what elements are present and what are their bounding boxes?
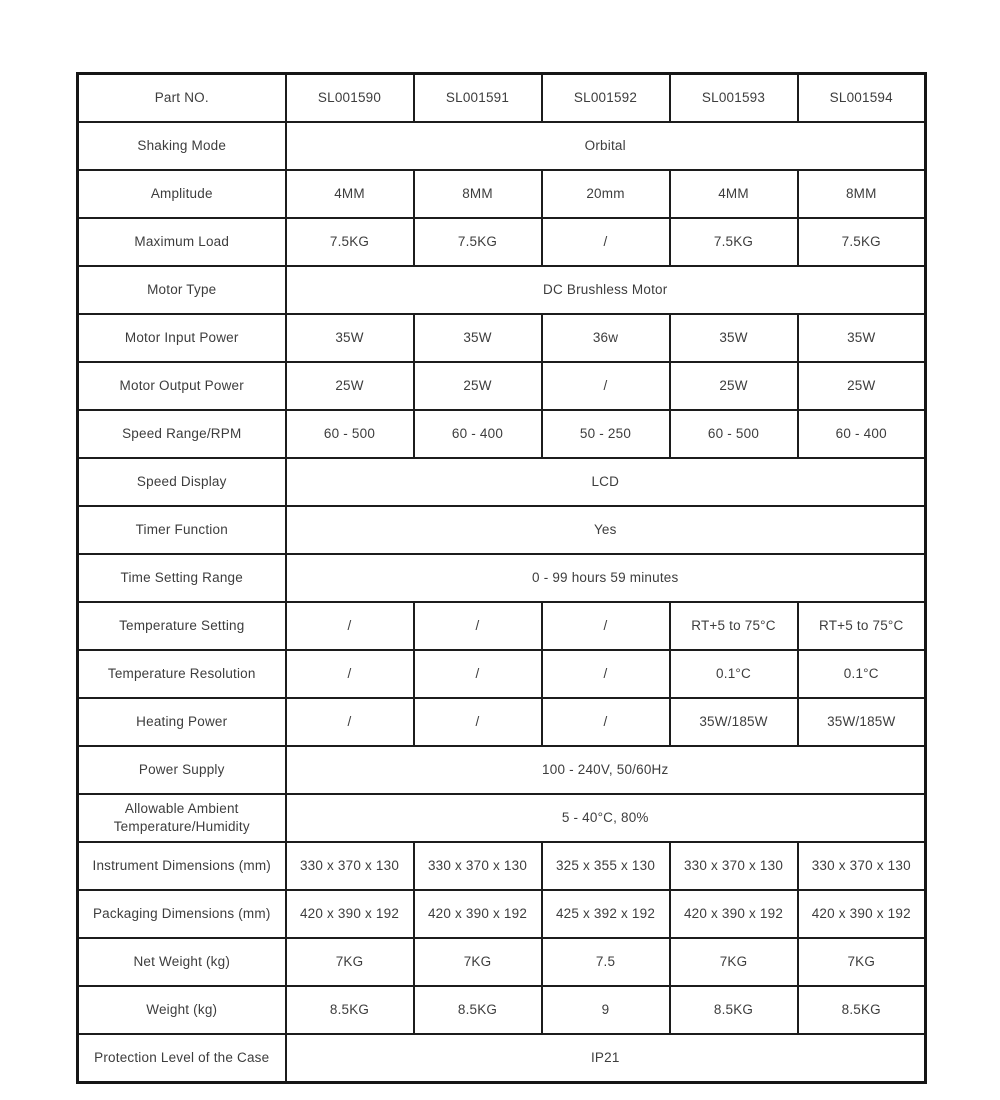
table-row bbox=[78, 1034, 926, 1083]
table-row bbox=[78, 842, 926, 890]
value-cell: 330 x 370 x 130 bbox=[286, 842, 414, 890]
row-label: Speed Range/RPM bbox=[78, 410, 286, 458]
value-cell: SL001594 bbox=[798, 74, 926, 123]
value-cell: 20mm bbox=[542, 170, 670, 218]
table-row bbox=[78, 362, 926, 410]
value-cell: 25W bbox=[286, 362, 414, 410]
value-cell: 35W bbox=[670, 314, 798, 362]
value-cell: SL001593 bbox=[670, 74, 798, 123]
value-cell: 35W/185W bbox=[670, 698, 798, 746]
value-cell: 8MM bbox=[798, 170, 926, 218]
merged-value-cell: DC Brushless Motor bbox=[286, 266, 926, 314]
merged-value-cell: LCD bbox=[286, 458, 926, 506]
value-cell: SL001590 bbox=[286, 74, 414, 123]
table-row bbox=[78, 698, 926, 746]
value-cell: 7.5KG bbox=[670, 218, 798, 266]
merged-value-cell: 5 - 40°C, 80% bbox=[286, 794, 926, 842]
row-label: Speed Display bbox=[78, 458, 286, 506]
value-cell: / bbox=[286, 698, 414, 746]
value-cell: 7KG bbox=[414, 938, 542, 986]
value-cell: 7.5 bbox=[542, 938, 670, 986]
value-cell: 420 x 390 x 192 bbox=[670, 890, 798, 938]
value-cell: 420 x 390 x 192 bbox=[286, 890, 414, 938]
value-cell: 8.5KG bbox=[670, 986, 798, 1034]
row-label: Part NO. bbox=[78, 74, 286, 123]
table-row bbox=[78, 602, 926, 650]
value-cell: / bbox=[286, 650, 414, 698]
table-row bbox=[78, 746, 926, 794]
value-cell: / bbox=[542, 602, 670, 650]
spec-sheet bbox=[76, 72, 924, 1084]
value-cell: / bbox=[542, 218, 670, 266]
table-row bbox=[78, 74, 926, 123]
value-cell: 7.5KG bbox=[414, 218, 542, 266]
value-cell: 7KG bbox=[286, 938, 414, 986]
value-cell: 8.5KG bbox=[414, 986, 542, 1034]
value-cell: 7KG bbox=[670, 938, 798, 986]
table-row bbox=[78, 938, 926, 986]
value-cell: / bbox=[542, 362, 670, 410]
value-cell: 35W bbox=[414, 314, 542, 362]
value-cell: 8.5KG bbox=[798, 986, 926, 1034]
row-label: Protection Level of the Case bbox=[78, 1034, 286, 1083]
row-label: Motor Output Power bbox=[78, 362, 286, 410]
row-label: Timer Function bbox=[78, 506, 286, 554]
table-row bbox=[78, 314, 926, 362]
table-row bbox=[78, 794, 926, 842]
table-row bbox=[78, 506, 926, 554]
table-row bbox=[78, 218, 926, 266]
value-cell: 60 - 400 bbox=[414, 410, 542, 458]
row-label: Temperature Resolution bbox=[78, 650, 286, 698]
table-row bbox=[78, 650, 926, 698]
row-label: Packaging Dimensions (mm) bbox=[78, 890, 286, 938]
table-row bbox=[78, 410, 926, 458]
merged-value-cell: 0 - 99 hours 59 minutes bbox=[286, 554, 926, 602]
value-cell: 420 x 390 x 192 bbox=[798, 890, 926, 938]
value-cell: / bbox=[414, 602, 542, 650]
value-cell: 9 bbox=[542, 986, 670, 1034]
value-cell: 35W/185W bbox=[798, 698, 926, 746]
value-cell: 4MM bbox=[670, 170, 798, 218]
row-label: Time Setting Range bbox=[78, 554, 286, 602]
table-row bbox=[78, 122, 926, 170]
table-row bbox=[78, 458, 926, 506]
spec-table bbox=[76, 72, 927, 1084]
value-cell: 25W bbox=[798, 362, 926, 410]
value-cell: 7.5KG bbox=[798, 218, 926, 266]
row-label: Motor Type bbox=[78, 266, 286, 314]
row-label: Weight (kg) bbox=[78, 986, 286, 1034]
value-cell: / bbox=[414, 650, 542, 698]
value-cell: 36w bbox=[542, 314, 670, 362]
value-cell: 0.1°C bbox=[670, 650, 798, 698]
merged-value-cell: Orbital bbox=[286, 122, 926, 170]
value-cell: / bbox=[542, 650, 670, 698]
value-cell: 325 x 355 x 130 bbox=[542, 842, 670, 890]
value-cell: 25W bbox=[670, 362, 798, 410]
value-cell: / bbox=[542, 698, 670, 746]
row-label: Heating Power bbox=[78, 698, 286, 746]
table-row bbox=[78, 986, 926, 1034]
table-row bbox=[78, 890, 926, 938]
row-label: Motor Input Power bbox=[78, 314, 286, 362]
value-cell: 420 x 390 x 192 bbox=[414, 890, 542, 938]
row-label: Temperature Setting bbox=[78, 602, 286, 650]
value-cell: RT+5 to 75°C bbox=[798, 602, 926, 650]
value-cell: 4MM bbox=[286, 170, 414, 218]
row-label: Amplitude bbox=[78, 170, 286, 218]
table-row bbox=[78, 266, 926, 314]
row-label: Allowable Ambient Temperature/Humidity bbox=[78, 794, 286, 842]
value-cell: 425 x 392 x 192 bbox=[542, 890, 670, 938]
value-cell: 330 x 370 x 130 bbox=[670, 842, 798, 890]
value-cell: SL001592 bbox=[542, 74, 670, 123]
value-cell: 50 - 250 bbox=[542, 410, 670, 458]
value-cell: 7KG bbox=[798, 938, 926, 986]
value-cell: 8MM bbox=[414, 170, 542, 218]
merged-value-cell: IP21 bbox=[286, 1034, 926, 1083]
value-cell: 330 x 370 x 130 bbox=[414, 842, 542, 890]
value-cell: 7.5KG bbox=[286, 218, 414, 266]
value-cell: 60 - 400 bbox=[798, 410, 926, 458]
row-label: Maximum Load bbox=[78, 218, 286, 266]
row-label: Instrument Dimensions (mm) bbox=[78, 842, 286, 890]
value-cell: 35W bbox=[798, 314, 926, 362]
value-cell: 0.1°C bbox=[798, 650, 926, 698]
value-cell: 35W bbox=[286, 314, 414, 362]
row-label: Shaking Mode bbox=[78, 122, 286, 170]
merged-value-cell: 100 - 240V, 50/60Hz bbox=[286, 746, 926, 794]
row-label: Power Supply bbox=[78, 746, 286, 794]
value-cell: 60 - 500 bbox=[286, 410, 414, 458]
value-cell: RT+5 to 75°C bbox=[670, 602, 798, 650]
value-cell: / bbox=[286, 602, 414, 650]
row-label: Net Weight (kg) bbox=[78, 938, 286, 986]
value-cell: SL001591 bbox=[414, 74, 542, 123]
spec-table-body bbox=[78, 74, 926, 1083]
table-row bbox=[78, 554, 926, 602]
value-cell: 25W bbox=[414, 362, 542, 410]
value-cell: 60 - 500 bbox=[670, 410, 798, 458]
value-cell: 330 x 370 x 130 bbox=[798, 842, 926, 890]
value-cell: / bbox=[414, 698, 542, 746]
merged-value-cell: Yes bbox=[286, 506, 926, 554]
value-cell: 8.5KG bbox=[286, 986, 414, 1034]
table-row bbox=[78, 170, 926, 218]
